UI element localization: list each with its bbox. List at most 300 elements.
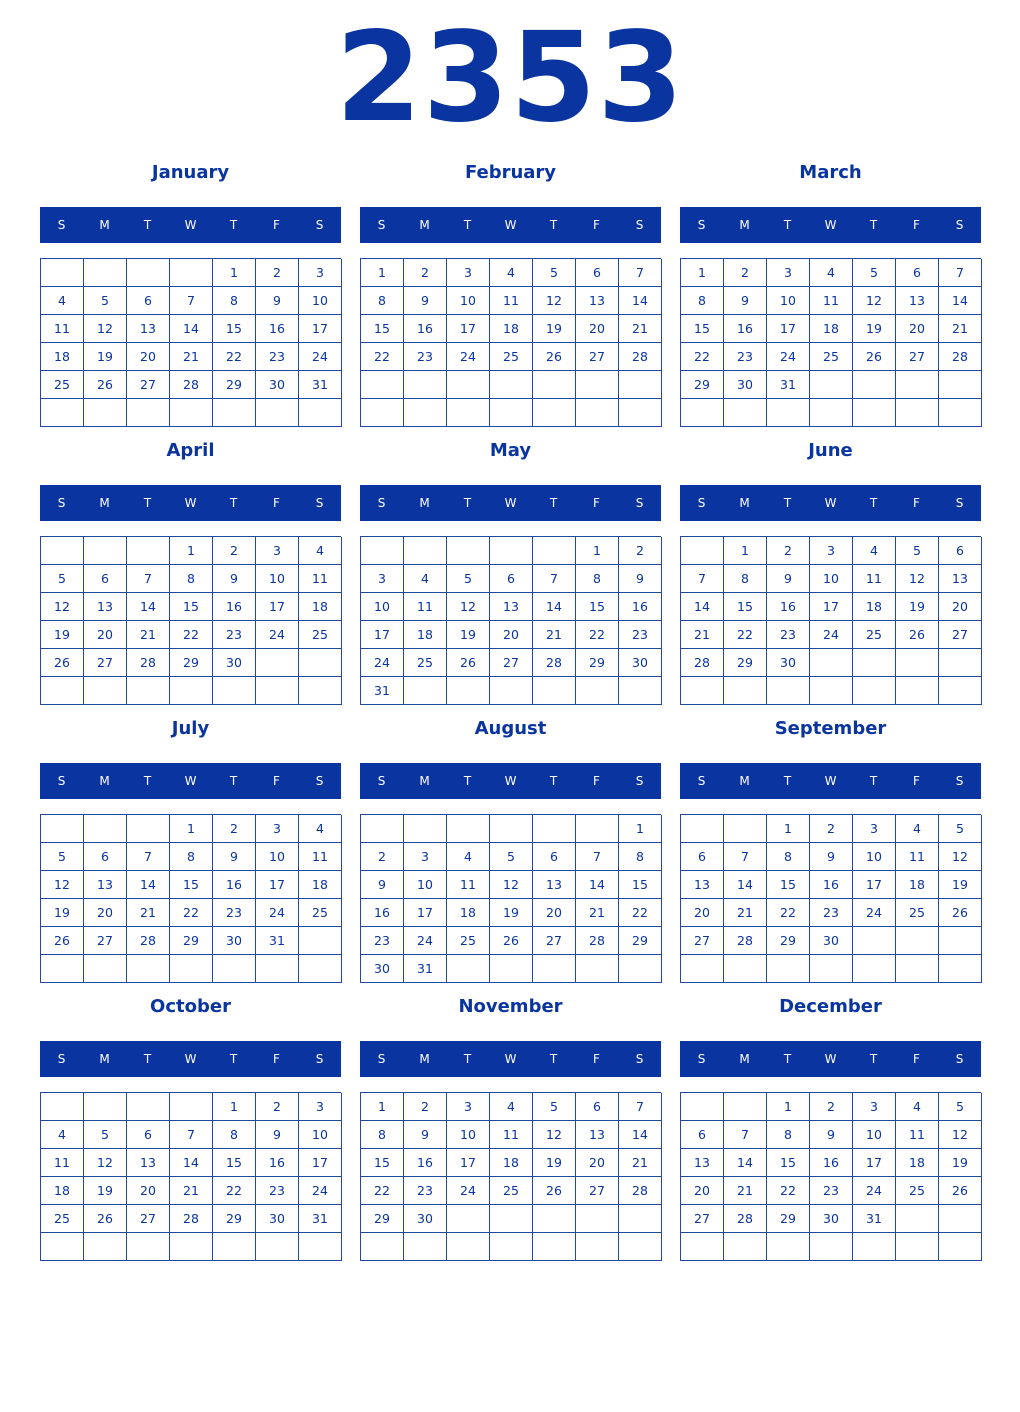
day-cell: 19: [533, 315, 576, 343]
empty-cell: [299, 955, 342, 983]
day-cell: 29: [767, 927, 810, 955]
day-cell: 9: [361, 871, 404, 899]
day-cell: 14: [681, 593, 724, 621]
day-cell: 12: [41, 593, 84, 621]
day-cell: 11: [896, 843, 939, 871]
day-cell: 25: [853, 621, 896, 649]
weekday-label: T: [143, 218, 152, 232]
day-grid: [360, 536, 661, 705]
empty-cell: [533, 955, 576, 983]
empty-cell: [127, 399, 170, 427]
day-cell: 20: [576, 315, 619, 343]
weekday-label: T: [783, 218, 792, 232]
empty-cell: [896, 371, 939, 399]
day-cell: 3: [299, 259, 342, 287]
day-cell: 8: [767, 1121, 810, 1149]
weekday-label: T: [229, 774, 238, 788]
day-cell: 28: [127, 649, 170, 677]
day-cell: 3: [853, 815, 896, 843]
day-cell: 11: [41, 1149, 84, 1177]
empty-cell: [447, 537, 490, 565]
day-cell: 31: [404, 955, 447, 983]
empty-cell: [127, 537, 170, 565]
weekday-label: T: [869, 496, 878, 510]
day-cell: 16: [724, 315, 767, 343]
empty-cell: [681, 955, 724, 983]
day-cell: 21: [619, 315, 662, 343]
day-cell: 5: [533, 1093, 576, 1121]
day-cell: 2: [256, 1093, 299, 1121]
day-cell: 10: [810, 565, 853, 593]
day-cell: 11: [853, 565, 896, 593]
empty-cell: [619, 1233, 662, 1261]
day-cell: 6: [127, 287, 170, 315]
weekday-label: M: [739, 496, 750, 510]
month-name: January: [151, 162, 230, 183]
empty-cell: [299, 399, 342, 427]
day-cell: 17: [299, 315, 342, 343]
day-cell: 17: [404, 899, 447, 927]
empty-cell: [853, 649, 896, 677]
day-cell: 28: [170, 1205, 213, 1233]
day-cell: 13: [533, 871, 576, 899]
day-grid: [40, 814, 341, 983]
empty-cell: [681, 815, 724, 843]
weekday-label: M: [739, 218, 750, 232]
day-cell: 16: [213, 871, 256, 899]
weekday-label: M: [739, 774, 750, 788]
day-cell: 27: [576, 1177, 619, 1205]
empty-cell: [896, 677, 939, 705]
day-cell: 1: [576, 537, 619, 565]
day-cell: 9: [256, 1121, 299, 1149]
day-cell: 4: [299, 815, 342, 843]
weekday-label: S: [377, 496, 386, 510]
day-cell: 30: [619, 649, 662, 677]
empty-cell: [853, 399, 896, 427]
day-cell: 20: [84, 621, 127, 649]
day-grid: [680, 258, 981, 427]
empty-cell: [896, 649, 939, 677]
day-grid: [680, 536, 981, 705]
weekday-label: W: [504, 774, 517, 788]
weekday-label: S: [955, 1052, 964, 1066]
empty-cell: [490, 399, 533, 427]
empty-cell: [619, 371, 662, 399]
day-cell: 5: [939, 1093, 982, 1121]
day-cell: 30: [256, 1205, 299, 1233]
day-cell: 19: [896, 593, 939, 621]
weekday-header: [40, 485, 341, 521]
day-cell: 18: [896, 871, 939, 899]
empty-cell: [724, 815, 767, 843]
day-cell: 22: [213, 343, 256, 371]
weekday-label: S: [57, 218, 66, 232]
day-cell: 8: [576, 565, 619, 593]
day-cell: 5: [447, 565, 490, 593]
day-cell: 28: [724, 927, 767, 955]
day-cell: 21: [576, 899, 619, 927]
weekday-label: S: [57, 496, 66, 510]
weekday-label: S: [377, 1052, 386, 1066]
day-cell: 21: [127, 621, 170, 649]
weekday-label: T: [143, 496, 152, 510]
day-cell: 19: [490, 899, 533, 927]
day-cell: 15: [361, 315, 404, 343]
day-cell: 19: [84, 1177, 127, 1205]
day-cell: 18: [299, 593, 342, 621]
day-cell: 12: [853, 287, 896, 315]
day-cell: 17: [256, 871, 299, 899]
empty-cell: [299, 1233, 342, 1261]
empty-cell: [41, 955, 84, 983]
day-cell: 25: [404, 649, 447, 677]
day-cell: 22: [213, 1177, 256, 1205]
day-cell: 26: [84, 1205, 127, 1233]
month-name: July: [171, 718, 210, 739]
day-cell: 12: [533, 287, 576, 315]
empty-cell: [404, 815, 447, 843]
empty-cell: [84, 815, 127, 843]
day-cell: 2: [767, 537, 810, 565]
day-cell: 28: [619, 1177, 662, 1205]
empty-cell: [767, 1233, 810, 1261]
day-cell: 8: [361, 287, 404, 315]
day-cell: 2: [361, 843, 404, 871]
day-cell: 12: [939, 1121, 982, 1149]
month-name: May: [489, 440, 532, 461]
day-cell: 17: [853, 1149, 896, 1177]
day-cell: 18: [41, 1177, 84, 1205]
day-cell: 21: [724, 899, 767, 927]
empty-cell: [84, 399, 127, 427]
weekday-label: W: [824, 774, 837, 788]
day-cell: 14: [576, 871, 619, 899]
empty-cell: [170, 259, 213, 287]
empty-cell: [724, 399, 767, 427]
month-name: February: [464, 162, 557, 183]
day-cell: 24: [447, 343, 490, 371]
day-grid: [680, 1092, 981, 1261]
day-cell: 13: [576, 287, 619, 315]
day-grid: [40, 536, 341, 705]
day-cell: 8: [724, 565, 767, 593]
day-cell: 30: [213, 927, 256, 955]
weekday-label: T: [549, 774, 558, 788]
day-cell: 16: [404, 315, 447, 343]
day-cell: 3: [447, 1093, 490, 1121]
day-cell: 29: [170, 927, 213, 955]
day-cell: 5: [490, 843, 533, 871]
day-cell: 26: [939, 1177, 982, 1205]
day-cell: 17: [447, 315, 490, 343]
weekday-header: [40, 1041, 341, 1077]
day-cell: 9: [810, 1121, 853, 1149]
day-cell: 8: [767, 843, 810, 871]
weekday-header: [40, 763, 341, 799]
day-cell: 3: [853, 1093, 896, 1121]
day-cell: 18: [490, 315, 533, 343]
day-cell: 26: [84, 371, 127, 399]
day-cell: 23: [213, 621, 256, 649]
empty-cell: [127, 1093, 170, 1121]
empty-cell: [939, 677, 982, 705]
day-cell: 25: [299, 899, 342, 927]
weekday-label: M: [99, 1052, 110, 1066]
day-cell: 6: [84, 565, 127, 593]
weekday-label: S: [635, 218, 644, 232]
empty-cell: [170, 1233, 213, 1261]
day-cell: 5: [939, 815, 982, 843]
day-cell: 12: [939, 843, 982, 871]
day-cell: 6: [576, 259, 619, 287]
day-cell: 25: [490, 343, 533, 371]
day-cell: 7: [170, 287, 213, 315]
empty-cell: [41, 677, 84, 705]
weekday-label: T: [463, 1052, 472, 1066]
month-name: October: [150, 996, 231, 1017]
weekday-label: M: [419, 774, 430, 788]
day-cell: 22: [361, 343, 404, 371]
empty-cell: [533, 399, 576, 427]
day-cell: 12: [896, 565, 939, 593]
weekday-label: S: [697, 218, 706, 232]
day-cell: 7: [127, 843, 170, 871]
day-cell: 23: [256, 343, 299, 371]
day-cell: 23: [810, 899, 853, 927]
weekday-label: T: [463, 496, 472, 510]
day-cell: 20: [84, 899, 127, 927]
weekday-label: T: [143, 1052, 152, 1066]
day-cell: 3: [810, 537, 853, 565]
day-grid: [40, 258, 341, 427]
weekday-label: S: [635, 774, 644, 788]
weekday-label: F: [593, 1052, 600, 1066]
day-cell: 8: [213, 1121, 256, 1149]
weekday-label: S: [315, 774, 324, 788]
day-cell: 26: [533, 343, 576, 371]
weekday-label: S: [635, 496, 644, 510]
empty-cell: [361, 537, 404, 565]
empty-cell: [170, 955, 213, 983]
empty-cell: [853, 677, 896, 705]
day-cell: 2: [810, 815, 853, 843]
day-cell: 13: [490, 593, 533, 621]
day-cell: 7: [533, 565, 576, 593]
day-cell: 29: [361, 1205, 404, 1233]
weekday-header: [680, 1041, 981, 1077]
day-cell: 3: [361, 565, 404, 593]
day-cell: 27: [681, 1205, 724, 1233]
day-cell: 4: [41, 1121, 84, 1149]
day-cell: 13: [681, 871, 724, 899]
day-cell: 29: [681, 371, 724, 399]
empty-cell: [939, 927, 982, 955]
day-cell: 16: [213, 593, 256, 621]
day-cell: 14: [533, 593, 576, 621]
empty-cell: [404, 371, 447, 399]
day-cell: 27: [533, 927, 576, 955]
weekday-label: S: [57, 1052, 66, 1066]
weekday-label: S: [697, 496, 706, 510]
empty-cell: [256, 955, 299, 983]
empty-cell: [84, 1233, 127, 1261]
day-cell: 5: [896, 537, 939, 565]
empty-cell: [939, 1205, 982, 1233]
empty-cell: [490, 677, 533, 705]
empty-cell: [810, 399, 853, 427]
weekday-label: F: [913, 218, 920, 232]
day-cell: 26: [533, 1177, 576, 1205]
day-cell: 11: [404, 593, 447, 621]
day-cell: 24: [361, 649, 404, 677]
day-cell: 23: [724, 343, 767, 371]
weekday-label: S: [955, 218, 964, 232]
empty-cell: [533, 677, 576, 705]
month-name: August: [474, 718, 547, 739]
day-cell: 12: [84, 315, 127, 343]
day-cell: 5: [853, 259, 896, 287]
empty-cell: [490, 815, 533, 843]
day-cell: 13: [84, 871, 127, 899]
day-cell: 24: [404, 927, 447, 955]
day-cell: 20: [127, 343, 170, 371]
day-cell: 15: [619, 871, 662, 899]
day-cell: 15: [361, 1149, 404, 1177]
day-cell: 4: [896, 1093, 939, 1121]
empty-cell: [404, 1233, 447, 1261]
day-cell: 1: [170, 537, 213, 565]
day-cell: 9: [256, 287, 299, 315]
empty-cell: [256, 677, 299, 705]
day-cell: 30: [213, 649, 256, 677]
day-cell: 6: [896, 259, 939, 287]
day-cell: 28: [724, 1205, 767, 1233]
day-cell: 28: [939, 343, 982, 371]
weekday-label: F: [913, 496, 920, 510]
day-cell: 17: [810, 593, 853, 621]
day-cell: 13: [84, 593, 127, 621]
weekday-label: W: [504, 1052, 517, 1066]
weekday-label: T: [229, 218, 238, 232]
weekday-label: W: [504, 218, 517, 232]
day-grid: [40, 1092, 341, 1261]
weekday-label: W: [824, 218, 837, 232]
day-cell: 10: [767, 287, 810, 315]
day-cell: 20: [681, 899, 724, 927]
day-cell: 16: [256, 315, 299, 343]
day-cell: 27: [490, 649, 533, 677]
weekday-label: T: [143, 774, 152, 788]
weekday-label: S: [377, 218, 386, 232]
empty-cell: [724, 1233, 767, 1261]
empty-cell: [84, 1093, 127, 1121]
month-name: June: [808, 440, 853, 461]
day-cell: 30: [767, 649, 810, 677]
day-cell: 1: [724, 537, 767, 565]
weekday-label: M: [419, 218, 430, 232]
day-cell: 1: [213, 259, 256, 287]
empty-cell: [213, 677, 256, 705]
day-cell: 4: [41, 287, 84, 315]
day-cell: 16: [767, 593, 810, 621]
weekday-label: W: [184, 774, 197, 788]
empty-cell: [576, 815, 619, 843]
day-cell: 5: [41, 843, 84, 871]
day-cell: 10: [256, 565, 299, 593]
day-cell: 12: [533, 1121, 576, 1149]
day-cell: 31: [256, 927, 299, 955]
day-cell: 21: [681, 621, 724, 649]
day-cell: 24: [256, 899, 299, 927]
empty-cell: [404, 677, 447, 705]
day-cell: 13: [576, 1121, 619, 1149]
day-cell: 21: [127, 899, 170, 927]
day-cell: 24: [853, 899, 896, 927]
empty-cell: [213, 1233, 256, 1261]
day-cell: 24: [299, 1177, 342, 1205]
empty-cell: [619, 677, 662, 705]
weekday-label: M: [99, 774, 110, 788]
weekday-label: T: [549, 496, 558, 510]
day-cell: 11: [490, 287, 533, 315]
day-cell: 7: [724, 843, 767, 871]
day-cell: 17: [299, 1149, 342, 1177]
day-cell: 26: [939, 899, 982, 927]
day-cell: 10: [404, 871, 447, 899]
day-cell: 11: [299, 565, 342, 593]
day-cell: 11: [41, 315, 84, 343]
day-cell: 10: [447, 287, 490, 315]
day-cell: 9: [619, 565, 662, 593]
day-cell: 30: [724, 371, 767, 399]
day-cell: 1: [767, 1093, 810, 1121]
day-cell: 8: [681, 287, 724, 315]
day-cell: 30: [361, 955, 404, 983]
day-cell: 10: [361, 593, 404, 621]
day-cell: 13: [127, 1149, 170, 1177]
empty-cell: [41, 815, 84, 843]
day-grid: [680, 814, 981, 983]
empty-cell: [41, 1233, 84, 1261]
empty-cell: [724, 1093, 767, 1121]
day-cell: 5: [84, 287, 127, 315]
day-cell: 5: [41, 565, 84, 593]
day-cell: 4: [490, 259, 533, 287]
day-cell: 7: [127, 565, 170, 593]
weekday-label: T: [463, 218, 472, 232]
empty-cell: [533, 371, 576, 399]
empty-cell: [576, 677, 619, 705]
day-cell: 29: [724, 649, 767, 677]
empty-cell: [896, 1205, 939, 1233]
day-cell: 2: [213, 537, 256, 565]
weekday-label: F: [273, 496, 280, 510]
day-cell: 28: [170, 371, 213, 399]
weekday-label: M: [99, 218, 110, 232]
day-cell: 29: [170, 649, 213, 677]
weekday-label: T: [783, 496, 792, 510]
empty-cell: [127, 259, 170, 287]
day-cell: 12: [41, 871, 84, 899]
day-cell: 4: [447, 843, 490, 871]
day-cell: 10: [447, 1121, 490, 1149]
day-cell: 7: [619, 259, 662, 287]
day-cell: 1: [170, 815, 213, 843]
day-cell: 17: [767, 315, 810, 343]
weekday-header: [360, 485, 661, 521]
day-cell: 22: [170, 899, 213, 927]
